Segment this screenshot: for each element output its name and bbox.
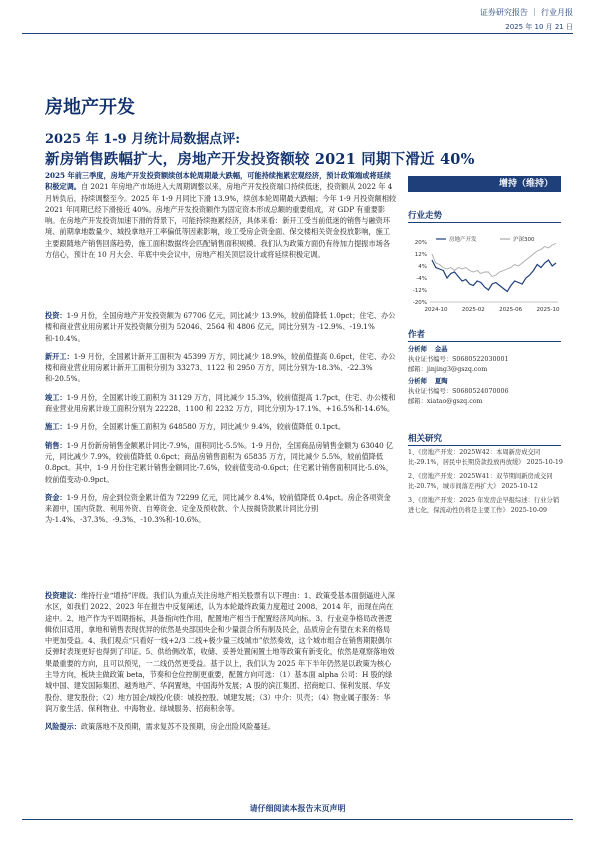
investment-paragraph	[45, 590, 397, 714]
summary-section	[45, 170, 397, 267]
risk-paragraph	[45, 721, 397, 732]
stats-section	[45, 310, 397, 533]
stat-paragraph	[45, 440, 397, 485]
trend-divider	[408, 222, 561, 223]
author-role: 分析师	[408, 378, 427, 385]
related-divider	[408, 445, 561, 446]
legend-label: 房地产开发	[449, 237, 477, 243]
y-tick-label: -20%	[412, 300, 427, 306]
risk-label: 风险提示：	[45, 722, 81, 732]
y-tick-label: 4%	[418, 264, 427, 270]
authors-heading: 作者	[408, 330, 426, 340]
page-title: 房地产开发	[45, 97, 135, 118]
risk-text: 政策落地不及预期，需求复苏不及预期，房企出险风险蔓延。	[80, 722, 276, 732]
footer-note: 请仔细阅读本报告末页声明	[249, 803, 346, 813]
cert-label: 执业证书编号：	[408, 356, 453, 363]
header-tags: 证券研究报告 ｜ 行业月报	[479, 8, 573, 17]
stat-paragraph	[45, 392, 397, 415]
series-line-csi300	[432, 244, 556, 277]
author-email[interactable]: xiatao@gszq.com	[426, 398, 483, 405]
author-entry	[408, 377, 563, 407]
author-email[interactable]: jinjing3@gszq.com	[426, 366, 488, 373]
stat-label: 销售：	[45, 440, 67, 450]
authors-divider	[408, 341, 561, 342]
investment-section	[45, 590, 397, 740]
trend-chart-svg	[408, 232, 561, 317]
stat-paragraph	[45, 351, 397, 385]
stat-text: 1-9 月份，全国累计施工面积为 648580 万方，同比减少 9.4%，较前值降低 0.1pct。	[66, 422, 346, 432]
stat-label: 施工：	[45, 422, 67, 432]
investment-text: 维持行业“增持”评级。我们认为重点关注房地产相关股票有以下理由：1、政策受基本面倒逼进入深水区，如我们 2022、2023 年在报告中反复阐述，认为本轮最终政策力度超过 2008、2014 年，而现在尚在途中。2、地产作为平周期指标，具备指向性作用，配置地产相当于配置经济风向标。3、行业竞争格局改善逻辑依旧适用，拿地和销售表现优异的依然是央部国央企和少量混合所有制及民企，品质房企有望在未来的格局中更加受益。4、我们观点“只看好一线+2/3 二线+极少量三线城市”依然奏效，这个城市组合在销售期限偶尔反弹时表现更好也得到了印证。5、供给侧改革，收储、妥善处置闲置土地等政策有新变化，依然是观察落地效果最重要的方向，且可以预见，一二线仍然更受益。基于以上，我们认为 2025 年下半年仍然是以政策为核心主导方向，板块主做政策 beta，节奏和仓位控制更重要，配置方向可选：（1）基本面 alpha 公司：H 股的绿城中国、建发国际集团、越秀地产、华润置地，中国海外发展；A 股的滨江集团、招商蛇口、保利发展、华发股份、建发股份；（2）地方国企/城投/化债：城投控股、城建发展；（3）中介：贝壳；（4）物业属子服务：华润万象生活、保利物业、中海物业、绿城服务、招商积余等。	[45, 591, 395, 713]
cert-label: 执业证书编号：	[408, 388, 453, 395]
trend-heading: 行业走势	[408, 211, 443, 221]
y-tick-label: -4%	[416, 276, 427, 282]
stat-text: 1-9 月份，房企到位资金累计值为 72299 亿元，同比减少 8.4%，较前值降低 0.4pct。房企各项资金来源中，国内贷款、利用外资、自筹资金、定金及预收款、个人按揭贷款累计同比分别为-1.4%、-37.3%、-9.3%、-10.3%和-10.6%。	[45, 492, 391, 525]
stat-label: 新开工：	[45, 351, 74, 361]
investment-label: 投资建议：	[45, 591, 81, 600]
summary-paragraph	[45, 170, 397, 260]
author-cert: S0680524070006	[452, 388, 509, 395]
stat-paragraph	[45, 421, 397, 432]
stat-paragraph	[45, 492, 397, 526]
author-entry	[408, 345, 563, 375]
author-name: 金晶	[434, 346, 448, 353]
y-tick-label: -12%	[412, 288, 427, 294]
stat-label: 资金：	[45, 492, 67, 502]
x-tick-label: 2025-02	[461, 307, 485, 313]
author-role: 分析师	[408, 346, 427, 353]
related-item[interactable]: 1、《房地产开发：2025W42：本周新房成交同比-29.1%，居民中长期贷款投放再放缓》 2025-10-19	[408, 449, 563, 466]
stat-label: 竣工：	[45, 392, 67, 402]
stat-label: 投资：	[45, 311, 67, 320]
header-date: 2025 年 10 月 21 日	[505, 23, 573, 31]
footer-divider	[22, 819, 573, 820]
report-subtitle-2: 新房销售跌幅扩大，房地产开发投资额较 2021 同期下滑近 40%	[45, 151, 475, 168]
x-tick-label: 2025-06	[499, 307, 523, 313]
related-item[interactable]: 2、《房地产开发：2025W41：双节期间新房成交同比-20.7%，城市间落差再扩大》 2025-10-12	[408, 473, 553, 490]
stat-text: 1-9 月份，全国房地产开发投资额为 67706 亿元，同比减少 13.9%，较前值降低 1.0pct；住宅、办公楼和商业营业用房累计开发投资额分别为 52046、2564 和 4806 亿元，同比分别为 -12.9%、-19.1%和-10.4%。	[45, 311, 396, 343]
x-tick-label: 2024-10	[424, 307, 448, 313]
related-list	[408, 448, 563, 516]
rating-badge: 增持（维持）	[408, 176, 561, 192]
report-subtitle-1: 2025 年 1-9 月统计局数据点评:	[45, 132, 241, 147]
stat-text: 1-9 月份新房销售金额累计同比-7.9%，面积同比-5.5%。1-9 月份，全国商品房销售金额为 63040 亿元，同比减少 7.9%，较前值降低 0.6pct；商品房销售面积为 65835 万方，同比减少 5.5%，较前值降低 0.8pct。其中，1-9 月份住宅累计销售金额同比-7.6%，较前值变动-0.6pct；住宅累计销售面积同比-5.6%，较前值变动-0.9pct。	[45, 440, 394, 484]
summary-lead: 2025 年前三季度，房地产开发投资额续创本轮周期最大跌幅，可能持续拖累宏观经济，预计政策端或将延续积极定调。	[45, 171, 391, 192]
stat-text: 1-9 月份，全国累计新开工面积为 45399 万方，同比减少 18.9%，较前值提高 0.6pct，住宅、办公楼和商业营业用房累计新开工面积分别为 33273、1122 和 2950 万方，同比分别为-18.3%、-22.3%和-20.5%。	[45, 351, 396, 384]
stat-paragraph	[45, 310, 397, 344]
stat-text: 1-9 月份，全国累计竣工面积为 31129 万方，同比减少 15.3%，较前值提高 1.7pct，住宅、办公楼和商业营业用房累计竣工面积分别为 22228、1100 和 2232 万方，同比分别为-17.1%、+16.5%和-14.6%。	[45, 392, 396, 414]
mail-label: 邮箱：	[408, 366, 427, 373]
y-tick-label: 20%	[414, 240, 427, 246]
related-item[interactable]: 3、《房地产开发：2025 年发房企早报综述：行业分销进七化，保流动性仍将是主要工作》 2025-10-09	[408, 497, 560, 514]
x-tick-label: 2025-10	[536, 307, 560, 313]
author-cert: S0680522030001	[452, 356, 509, 363]
header-divider	[22, 33, 573, 34]
y-tick-label: 12%	[414, 252, 427, 258]
summary-text: 自 2021 年房地产市场进入大周期调整以来，房地产开发投资端口持续低迷，投资额从 2022 年 4 月转负后，持续调整至今。2025 年 1-9 月同比下滑 13.9%，续创本轮周期最大跌幅；今年 1-9 月投资额相较 2021 年同期已经下滑接近 40%。房地产开发投资额作为固定资本形成总额的重要组成，对 GDP 有重要影响。在房地产开发投资加速下滑的背景下，可能持续拖累经济，具体来看：新开工受当前低迷的销售与融资环境、前期拿地数量少、城投拿地开工率偏低等因素影响，竣工受房企资金面、保交楼相关资金投放影响，施工主要跟随地产销售回落趋势，施工面积数据终会匹配销售面积规模。我们认为政策方面仍有待加力提振市场各方信心，预计在 10 月大会、年底中央会议中，房地产相关顶层设计或将延续积极定调。	[45, 182, 397, 260]
mail-label: 邮箱：	[408, 398, 427, 405]
author-name: 夏陶	[434, 378, 448, 385]
legend-label: 沪深300	[513, 237, 535, 243]
trend-chart	[408, 232, 561, 317]
authors-block	[408, 345, 563, 407]
related-heading: 相关研究	[408, 434, 443, 444]
